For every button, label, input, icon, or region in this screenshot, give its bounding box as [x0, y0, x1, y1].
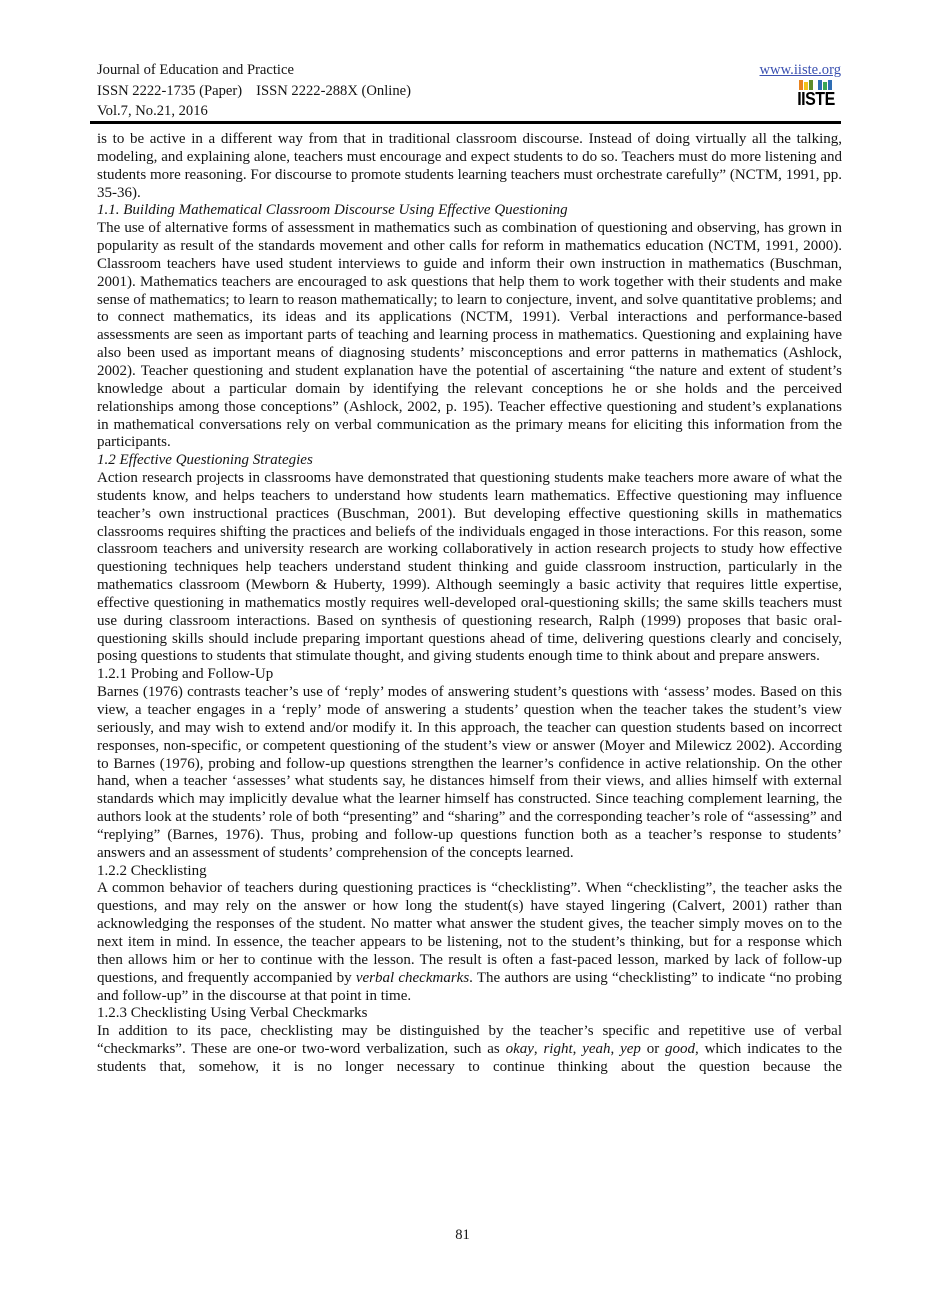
iiste-logo	[793, 80, 839, 110]
paragraph-1-2-2: A common behavior of teachers during questioning practices is “checklisting”. When “checklisting”, the teacher asks the questions, and may rely on the answer or how long the student(s) have stayed lingering (Calvert, 2001) rather than acknowledging the responses of the student. No matter what answer the student gives, the teacher simply moves on to the next item in mind. In essence, the teacher appears to be listening, not to the student’s thinking, but for a response which then allows him or her to continue with the lesson. The result is often a fast-paced lesson, marked by lack of follow-up questions, and frequently accompanied by verbal checkmarks. The authors are using “checklisting” to indicate “no probing and follow-up” in the discourse at that point in time.	[97, 880, 842, 1004]
section-heading-1-2: 1.2 Effective Questioning Strategies	[97, 452, 313, 469]
paragraph-intro-continuation: is to be active in a different way from that in traditional classroom discourse. Instead of doing virtually all the talking, modeling, and explaining alone, teachers must encourage and expect students to do so. Teachers must do more listening and students more reasoning. For discourse to promote students learning teachers must orchestrate carefully” (NCTM, 1991, pp. 35-36).	[97, 131, 842, 201]
article-body	[97, 131, 842, 1077]
subsection-heading-1-2-1: 1.2.1 Probing and Follow-Up	[97, 666, 274, 683]
journal-title: Journal of Education and Practice	[97, 62, 294, 78]
page-number: 81	[455, 1227, 470, 1243]
section-heading-1-1: 1.1. Building Mathematical Classroom Discourse Using Effective Questioning	[97, 202, 568, 219]
paragraph-1-2-1: Barnes (1976) contrasts teacher’s use of ‘reply’ modes of answering student’s questions with ‘assess’ modes. Based on this view, a teacher engages in a ‘reply’ mode of answering a students’ question when the teacher takes the student’s view seriously, and may wish to extend and/or modify it. In this approach, the teacher can question students based on incorrect responses, non-specific, or competent questioning of the student’s view or answer (Moyer and Milewicz 2002). According to Barnes (1976), probing and follow-up questions strengthen the learner’s confidence in active relationship. On the other hand, when a teacher ‘assesses’ what students say, he distances himself from their views, and allies himself with external standards which may implicitly devalue what the learner himself has constructed. Since teaching complement learning, the authors look at the students’ role of both “presenting” and “sharing” and the corresponding teacher’s role of “assessing” and “replying” (Barnes, 1976). Thus, probing and follow-up questions function both as a teacher’s response to students’ answers and an assessment of students’ comprehension of the concepts learned.	[97, 684, 842, 861]
paragraph-1-2: Action research projects in classrooms have demonstrated that questioning students make teachers more aware of what the students know, and helps teachers to understand how students learn mathematics. Effective questioning may influence teacher’s own instructional practices (Buschman, 2001). But developing effective questioning skills in mathematics classrooms requires shifting the practices and beliefs of the individuals engaged in those interactions. For this reason, some classroom teachers and university research are working collaboratively in action research projects to study how effective questioning techniques help teachers understand student thinking and guide classroom instruction, particularly in the mathematics classroom (Mewborn & Huberty, 1999). Although seemingly a basic activity that requires little expertise, effective questioning in mathematics mostly requires well-developed oral-questioning skills; the same skills teachers must use during classroom interactions. Based on synthesis of questioning research, Ralph (1999) proposes that basic oral-questioning skills should include preparing important questions ahead of time, delivering questions clearly and concisely, posing questions to students that stimulate thought, and giving students enough time to think about and prepare answers.	[97, 470, 842, 665]
header-divider	[90, 121, 841, 124]
iiste-logo-text: IISTE	[797, 89, 835, 110]
paragraph-1-1: The use of alternative forms of assessment in mathematics such as combination of questioning and observing, has grown in popularity as result of the standards movement and other calls for reform in mathematics education (NCTM, 1991, 2000). Classroom teachers have used student interviews to guide and inform their own instruction in mathematics (Buschman, 2001). Mathematics teachers are encouraged to ask questions that help them to work together with their students and make sense of mathematics; to learn to reason mathematically; to learn to conjecture, invent, and solve quantitative problems; and to connect mathematics, its ideas and its applications (NCTM, 1991). Verbal interactions and performance-based assessments are seen as important parts of teaching and learning process in mathematics. Questioning and explaining have also been used as important means of diagnosing students’ misconceptions and error patterns in mathematics (Ashlock, 2002). Teacher questioning and student explanation have the potential of ascertaining “the nature and extent of student’s knowledge about a particular domain by identifying the relevant conceptions he or she holds and the perceived relationships among those conceptions” (Ashlock, 2002, p. 195). Teacher effective questioning and student’s explanations in mathematical conversations rely on verbal communication as the primary means for eliciting this information from the participants.	[97, 220, 842, 451]
paragraph-1-2-3: In addition to its pace, checklisting may be distinguished by the teacher’s specific and repetitive use of verbal “checkmarks”. These are one-or two-word verbalization, such as okay, right, yeah, yep or good, which indicates to the students that, somehow, it is no longer necessary to continue thinking about the question because the	[97, 1023, 843, 1075]
volume-line: Vol.7, No.21, 2016	[97, 103, 208, 120]
issn-line	[97, 81, 425, 102]
issn-paper: ISSN 2222-1735 (Paper)	[97, 82, 243, 99]
subsection-heading-1-2-2: 1.2.2 Checklisting	[97, 862, 207, 879]
subsection-heading-1-2-3: 1.2.3 Checklisting Using Verbal Checkmarks	[97, 1005, 368, 1022]
website-link[interactable]: www.iiste.org	[759, 62, 841, 78]
header-left	[97, 60, 425, 122]
issn-online: ISSN 2222-288X (Online)	[256, 82, 411, 99]
